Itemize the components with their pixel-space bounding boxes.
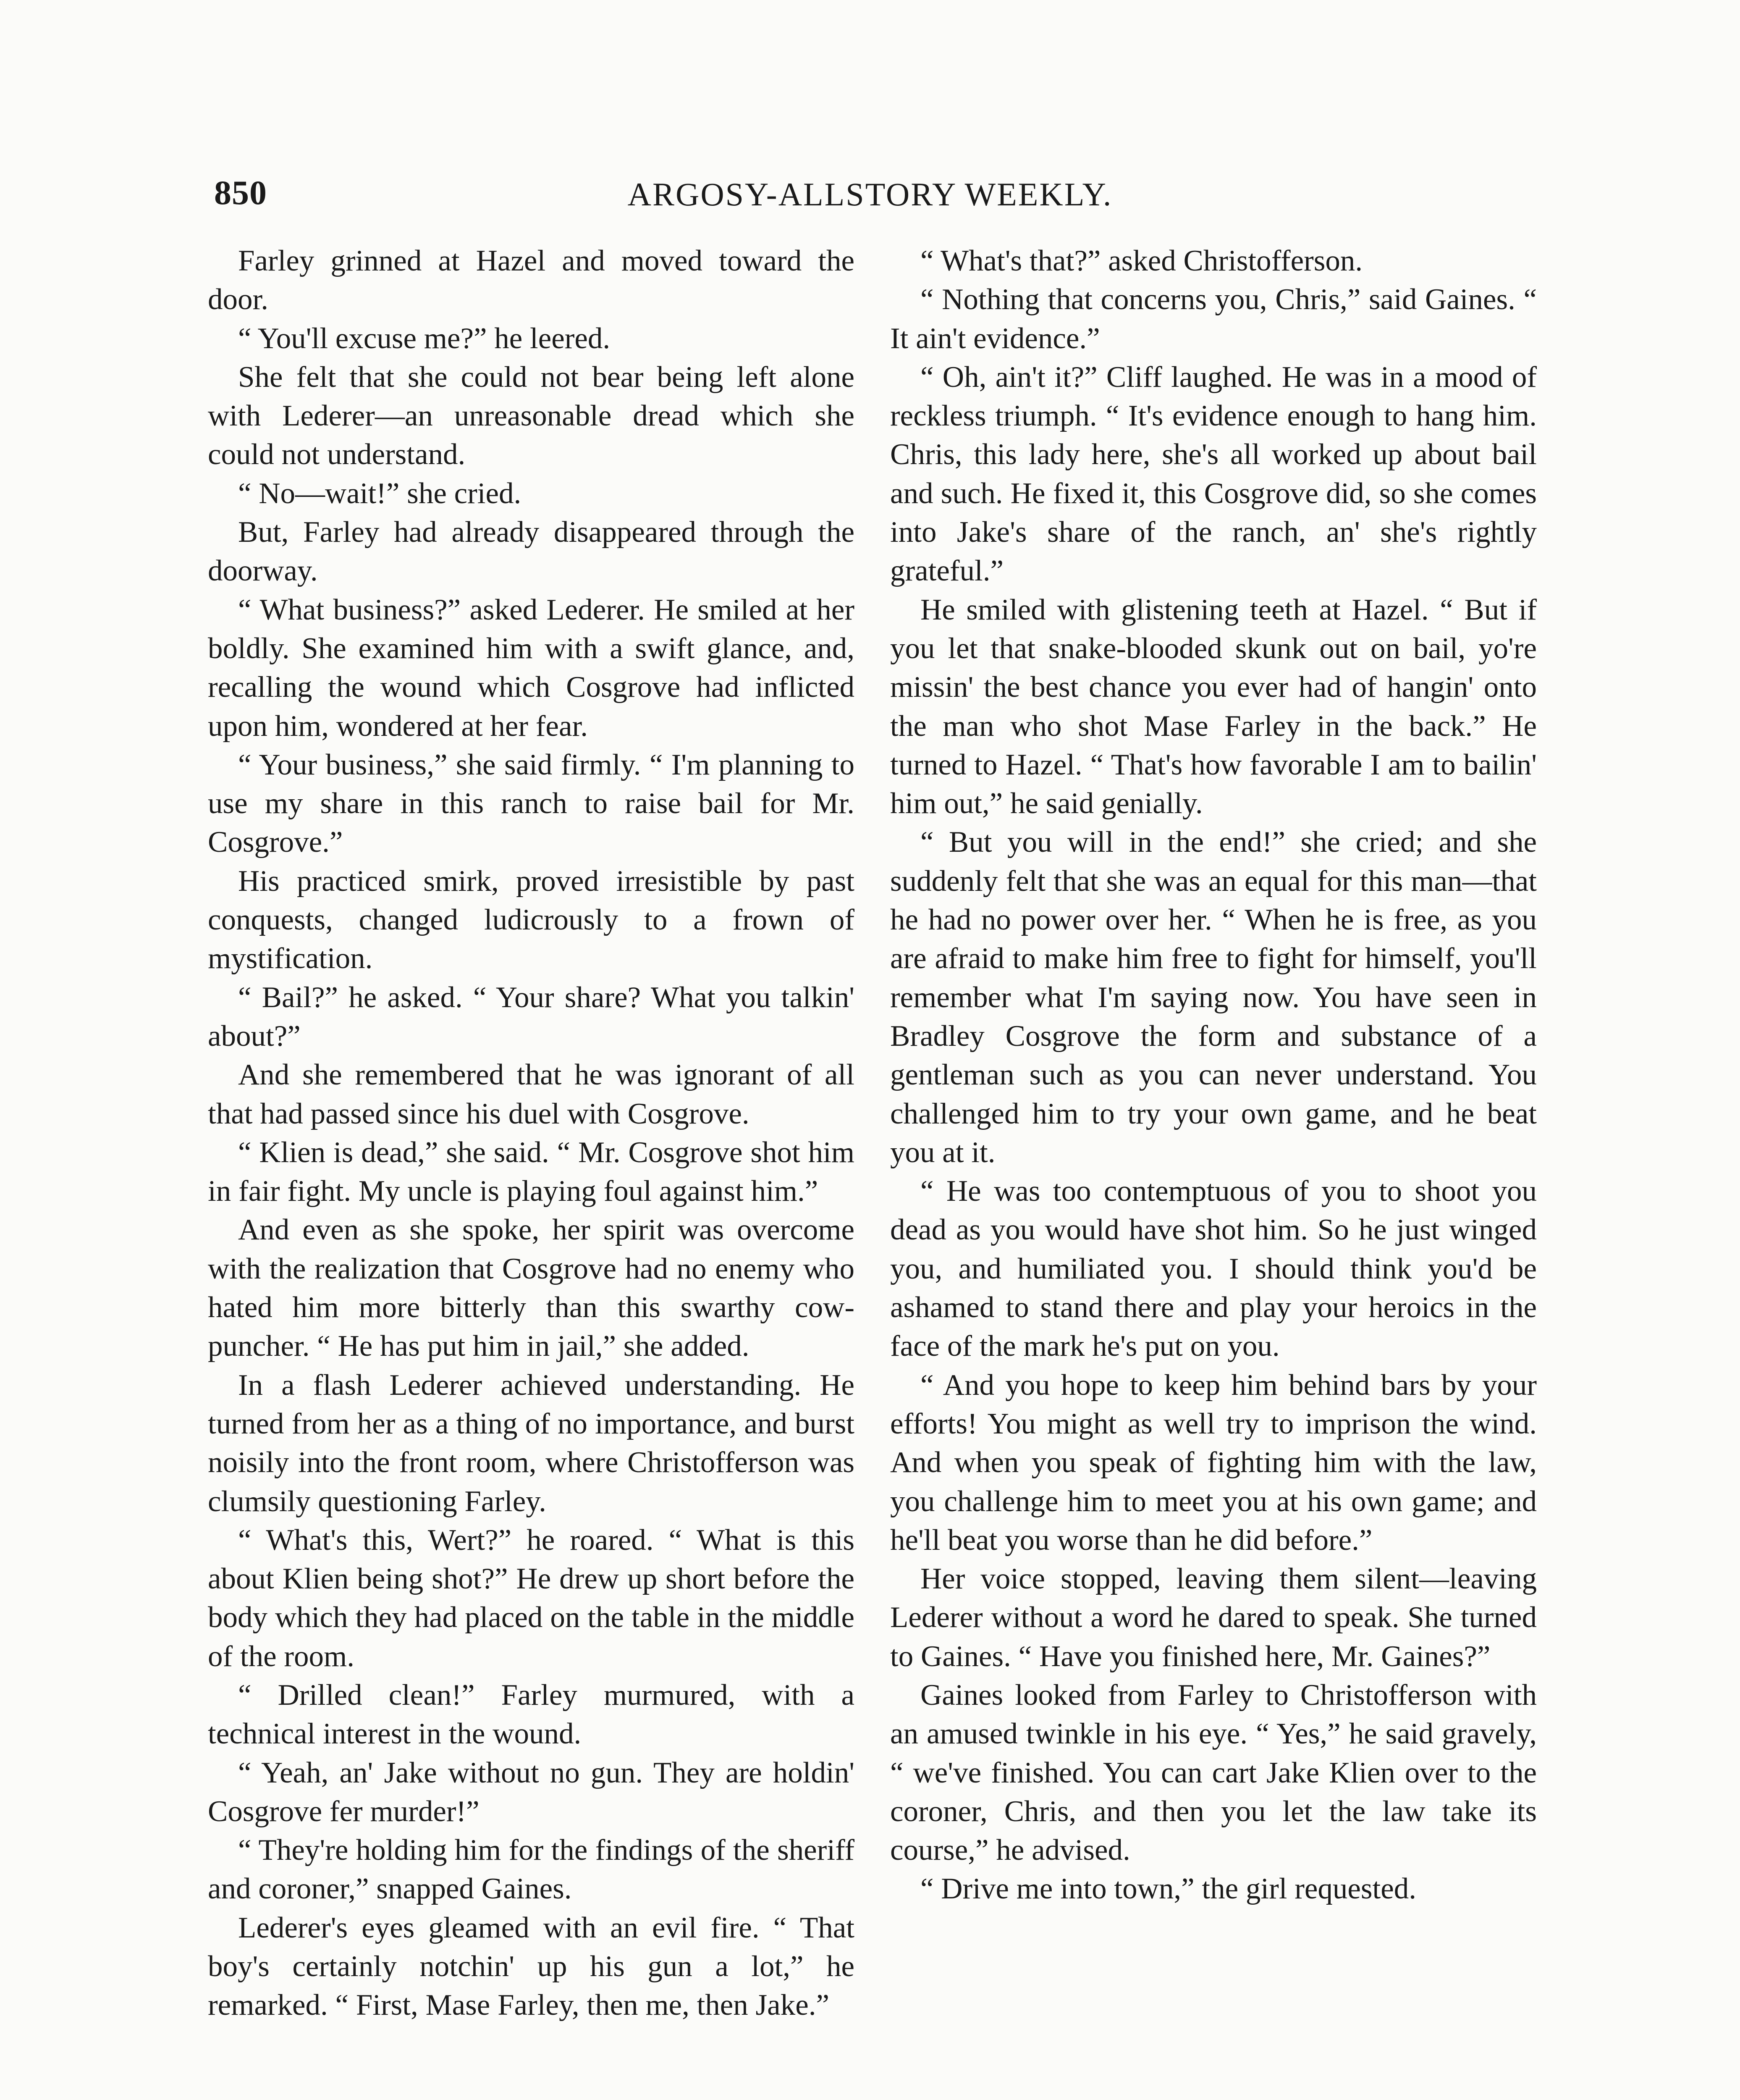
paragraph: “ Your business,” she said firmly. “ I'm planning to use my share in this ranch to raise bail for Mr. Cosgrove.” [208, 748, 854, 859]
paragraph: “ Klien is dead,” she said. “ Mr. Cosgrove shot him in fair fight. My uncle is playing foul against him.” [208, 1136, 854, 1208]
paragraph: “ They're holding him for the findings of the sheriff and coroner,” snapped Gaines. [208, 1834, 854, 1906]
paragraph: “ Drive me into town,” the girl requested. [920, 1872, 1416, 1906]
paragraph: He smiled with glistening teeth at Hazel. “ But if you let that snake-blooded skunk out on bail, yo're missin' the best chance you ever had of hangin' onto the man who shot Mase Farley in the back.” He turned to Hazel. “ That's how favorable I am to bailin' him out,” he said genially. [890, 593, 1537, 820]
paragraph: Her voice stopped, leaving them silent—leaving Lederer without a word he dared to speak. She turned to Gaines. “ Have you finished here, Mr. Gaines?” [890, 1562, 1537, 1673]
paragraph: “ Nothing that concerns you, Chris,” said Gaines. “ It ain't evidence.” [890, 283, 1537, 355]
paragraph: In a flash Lederer achieved understanding. He turned from her as a thing of no importance, and burst noisily into the front room, where Christofferson was clumsily questioning Farley. [208, 1368, 854, 1518]
paragraph: Lederer's eyes gleamed with an evil fire. “ That boy's certainly notchin' up his gun a lot,” he remarked. “ First, Mase Farley, then me, then Jake.” [208, 1911, 854, 2022]
paragraph: And she remembered that he was ignorant of all that had passed since his duel with Cosgrove. [208, 1058, 854, 1130]
running-title: ARGOSY-ALLSTORY WEEKLY. [627, 176, 1113, 213]
paragraph: “ He was too contemptuous of you to shoot you dead as you would have shot him. So he just winged you, and humiliated you. I should think you'd be ashamed to stand there and play your heroics in the face of the mark he's put on you. [890, 1175, 1537, 1363]
paragraph: “ Oh, ain't it?” Cliff laughed. He was in a mood of reckless triumph. “ It's evidence enough to hang him. Chris, this lady here, she's all worked up about bail and such. He fixed it, this Cosgrove did, so she comes into Jake's share of the ranch, an' she's rightly grateful.” [890, 360, 1537, 588]
paragraph: “ Yeah, an' Jake without no gun. They are holdin' Cosgrove fer murder!” [208, 1756, 854, 1828]
paragraph: “ But you will in the end!” she cried; and she suddenly felt that she was an equal for this man—that he had no power over her. “ When he is free, as you are afraid to make him free to fight for himself, you'll remember what I'm saying now. You have seen in Bradley Cosgrove the form and substance of a gentleman such as you can never understand. You challenged him to try your own game, and he beat you at it. [890, 826, 1537, 1169]
paragraph: “ Drilled clean!” Farley murmured, with a technical interest in the wound. [208, 1678, 854, 1751]
paragraph: Gaines looked from Farley to Christofferson with an amused twinkle in his eye. “ Yes,” he said gravely, “ we've finished. You can cart Jake Klien over to the coroner, Chris, and then you let the law take its course,” he advised. [890, 1678, 1537, 1867]
paragraph: She felt that she could not bear being left alone with Lederer—an unreasonable dread which she could not understand. [208, 360, 854, 471]
paragraph: “ What business?” asked Lederer. He smiled at her boldly. She examined him with a swift glance, and, recalling the wound which Cosgrove had inflicted upon him, wondered at her fear. [208, 593, 854, 743]
page-number: 850 [214, 173, 267, 212]
paragraph: “ And you hope to keep him behind bars by your efforts! You might as well try to imprison the wind. And when you speak of fighting him with the law, you challenge him to meet you at his own game; and he'll beat you worse than he did before.” [890, 1368, 1537, 1557]
right-column [890, 242, 1537, 1908]
paragraph: “ You'll excuse me?” he leered. [238, 322, 611, 355]
paragraph: “ What's that?” asked Christofferson. [920, 244, 1363, 277]
left-column [208, 242, 854, 2025]
paragraph: “ What's this, Wert?” he roared. “ What is this about Klien being shot?” He drew up short before the body which they had placed on the table in the middle of the room. [208, 1523, 854, 1673]
paragraph: His practiced smirk, proved irresistible by past conquests, changed ludicrously to a frown of mystification. [208, 864, 854, 975]
paragraph: But, Farley had already disappeared through the doorway. [208, 516, 854, 588]
paragraph: Farley grinned at Hazel and moved toward the door. [208, 244, 854, 316]
paragraph: “ Bail?” he asked. “ Your share? What you talkin' about?” [208, 981, 854, 1053]
paragraph: “ No—wait!” she cried. [238, 477, 521, 510]
paragraph: And even as she spoke, her spirit was overcome with the realization that Cosgrove had no enemy who hated him more bitterly than this swarthy cow-puncher. “ He has put him in jail,” she added. [208, 1213, 854, 1363]
